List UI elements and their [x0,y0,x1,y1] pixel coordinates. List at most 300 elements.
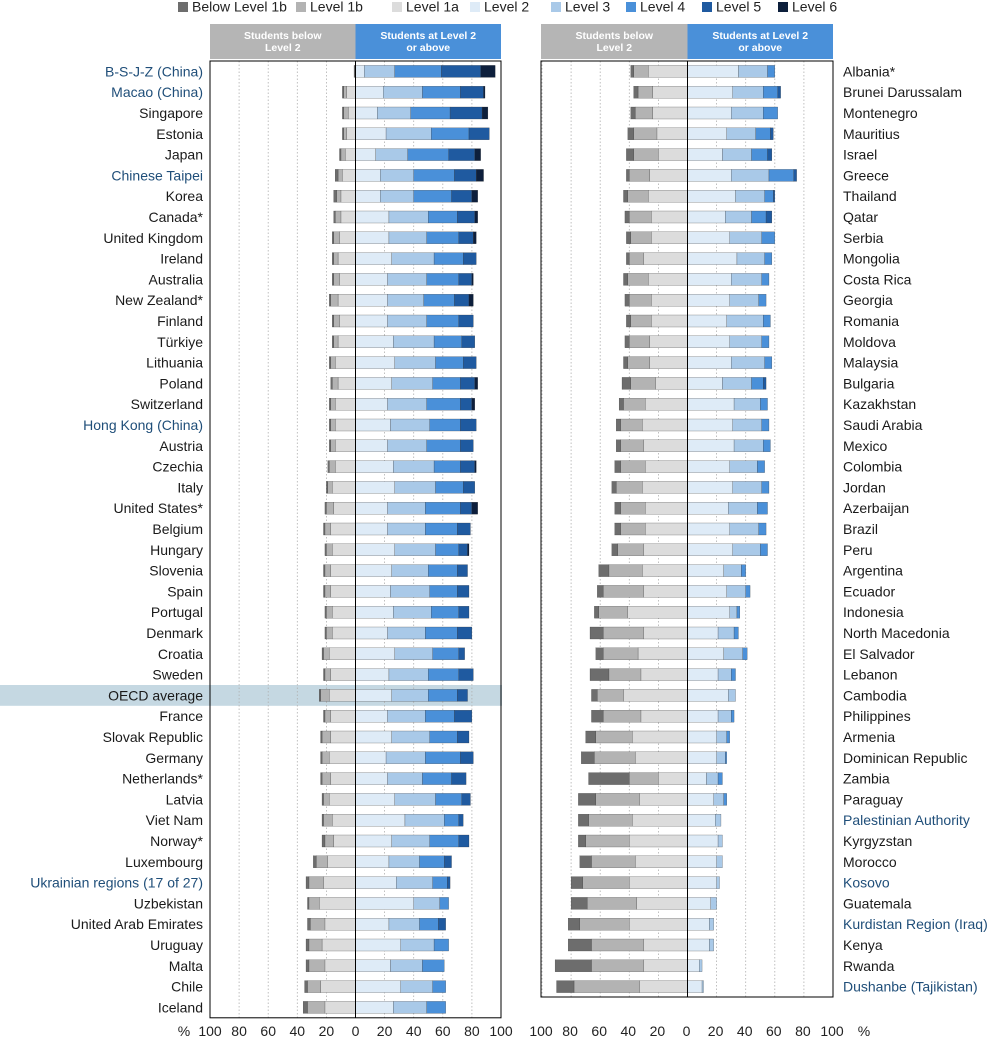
bar-level-2 [688,710,719,722]
x-tick-label: 60 [591,1023,607,1039]
bar-row-new-zealand [329,294,473,306]
bar-level-5 [454,169,476,181]
bar-level-5 [460,440,473,452]
bar-level-1b [621,419,643,431]
bar-row-lebanon [590,669,736,681]
bar-level-1b [326,502,333,514]
bar-level-3 [395,481,436,493]
bar-level-1b [629,336,649,348]
bar-level-1a [347,86,356,98]
bar-level-2 [688,461,730,473]
bar-level-2 [688,544,733,556]
bar-below-level-1b [578,793,595,805]
bar-level-2 [356,294,388,306]
bar-level-1a [644,544,688,556]
bar-level-1a [338,253,355,265]
bar-level-4 [428,565,457,577]
bar-level-2 [688,606,730,618]
country-label: Poland [159,375,203,392]
bar-below-level-1b [590,627,603,639]
bar-level-2 [688,939,710,951]
bar-level-1b [322,752,329,764]
bar-row-iceland [303,1001,446,1013]
country-label: Peru [843,541,873,558]
bar-row-palestinian-authority [578,814,721,826]
country-label: Hungary [150,541,203,558]
bar-row-indonesia [594,606,739,618]
bar-level-4 [428,211,457,223]
bar-level-1a [329,689,355,701]
bar-row-viet-nam [322,814,463,826]
bar-level-3 [392,253,434,265]
country-label: Türkiye [157,333,203,350]
bar-level-4 [434,939,449,951]
bar-level-3 [393,461,434,473]
bar-level-4 [434,253,463,265]
bar-row-malta [306,960,444,972]
bar-row-b-s-j-z-china [354,65,495,77]
country-label: Paraguay [843,791,903,808]
bar-row-paraguay [578,793,726,805]
bar-level-1b [307,1001,324,1013]
bar-level-1a [638,648,687,660]
bar-level-1b [332,377,338,389]
bar-level-2 [356,523,388,535]
bar-below-level-1b [322,793,323,805]
bar-level-2 [356,814,405,826]
bar-below-level-1b [306,960,309,972]
bar-level-2 [356,149,376,161]
bar-row-france [323,710,471,722]
bar-level-1a [332,481,355,493]
bar-level-2 [356,377,392,389]
bar-level-1b [634,128,657,140]
bar-level-2 [356,86,384,98]
bar-below-level-1b [626,315,630,327]
bar-below-level-1b [321,752,322,764]
bar-level-4 [725,752,726,764]
x-tick-label: 40 [736,1023,753,1039]
bar-level-3 [388,773,423,785]
bar-level-4 [425,627,457,639]
bar-level-4 [427,440,460,452]
bar-level-4 [762,273,769,285]
country-label: Mauritius [843,125,900,142]
bar-level-2 [688,793,714,805]
country-label: United Arab Emirates [70,916,203,933]
bar-level-2 [688,585,727,597]
bar-below-level-1b [321,731,322,743]
bar-level-3 [733,481,762,493]
bar-level-1b [638,86,653,98]
header-above-text: Students at Level 2 [712,30,809,42]
bar-level-3 [702,981,703,993]
bar-level-3 [736,190,765,202]
bar-below-level-1b [557,981,574,993]
bar-row-costa-rica [623,273,769,285]
bar-level-3 [388,627,426,639]
bar-level-5 [459,814,463,826]
bar-row-italy [326,481,474,493]
bar-level-2 [356,773,388,785]
bar-level-1a [332,627,355,639]
bar-level-4 [768,65,775,77]
bar-level-4 [433,648,459,660]
bar-level-5 [441,65,480,77]
bar-level-6 [481,65,496,77]
country-label: Latvia [165,791,203,808]
bar-row-dushanbe-tajikistan [557,981,704,993]
bar-below-level-1b [342,107,343,119]
bar-level-5 [469,128,489,140]
bar-level-6 [475,149,481,161]
bar-level-1a [642,419,687,431]
bar-level-1a [322,939,355,951]
bar-level-2 [688,918,710,930]
bar-below-level-1b [631,107,635,119]
bar-level-4 [737,606,740,618]
bar-level-1a [331,731,356,743]
bar-below-level-1b [329,419,330,431]
x-tick-label: 100 [489,1023,513,1039]
bar-level-3 [699,960,702,972]
bar-level-1a [632,814,687,826]
bar-level-1a [321,981,356,993]
bar-level-2 [356,336,394,348]
bar-level-2 [688,398,735,410]
bar-level-5 [459,669,474,681]
bar-level-1b [594,752,635,764]
bar-below-level-1b [342,128,343,140]
country-label: Rwanda [843,957,895,974]
bar-level-2 [356,190,381,202]
country-label: Denmark [146,625,203,641]
bar-row-zambia [589,773,723,785]
bar-level-1b [310,918,325,930]
country-label: Luxembourg [125,853,203,870]
bar-level-2 [688,65,739,77]
bar-below-level-1b [329,398,330,410]
x-tick-label: 40 [620,1023,637,1039]
bar-below-level-1b [568,918,580,930]
bar-level-1a [637,897,688,909]
bar-below-level-1b [555,960,591,972]
bar-level-3 [706,773,718,785]
bar-level-1a [331,773,356,785]
bar-row-greece [626,169,796,181]
bar-row-hungary [325,544,469,556]
bar-level-1b [621,461,646,473]
bar-level-1a [629,918,687,930]
bar-level-6 [476,169,483,181]
bar-level-1b [331,398,335,410]
bar-level-3 [722,377,751,389]
bar-level-3 [733,86,764,98]
bar-row-estonia [342,128,489,140]
bar-level-6 [472,190,478,202]
bar-below-level-1b [615,461,621,473]
country-label: Portugal [150,604,203,621]
bar-row-czechia [328,461,476,473]
bar-level-1b [603,627,644,639]
bar-level-5 [457,565,467,577]
bar-row-denmark [325,627,472,639]
bar-level-4 [752,211,767,223]
bar-level-3 [392,689,428,701]
bar-level-1b [631,315,651,327]
bar-below-level-1b [578,814,588,826]
bar-row-guatemala [571,897,717,909]
bar-level-3 [395,544,436,556]
bar-below-level-1b [323,669,324,681]
bar-below-level-1b [626,232,630,244]
bar-level-5 [457,689,467,701]
bar-below-level-1b [589,773,630,785]
bar-level-2 [356,481,395,493]
country-label: Australia [148,271,203,288]
bar-below-level-1b [631,65,634,77]
bar-level-6 [475,377,478,389]
bar-level-6 [472,398,475,410]
bar-level-4 [422,773,451,785]
bar-below-level-1b [322,835,325,847]
bar-level-3 [734,398,760,410]
bar-level-5 [794,169,797,181]
bar-level-1b [628,357,650,369]
bar-level-4 [408,149,449,161]
bar-level-2 [356,918,389,930]
bar-below-level-1b [329,357,330,369]
bar-below-level-1b [619,398,623,410]
bar-level-4 [763,107,778,119]
bar-below-level-1b [590,669,609,681]
country-label: Guatemala [843,895,912,912]
bar-below-level-1b [634,86,638,98]
bar-level-2 [356,877,397,889]
country-label: Mexico [843,437,888,454]
bar-level-4 [430,585,458,597]
country-label: Netherlands* [122,770,203,787]
bar-level-1b [609,669,641,681]
country-label: Israel [843,146,878,163]
bar-level-1a [650,357,688,369]
bar-level-2 [356,960,391,972]
bar-level-1b [618,544,644,556]
bar-level-5 [763,377,766,389]
bar-row-argentina [599,565,746,577]
country-label: Jordan [843,479,886,496]
bar-level-3 [734,440,763,452]
bar-row-japan [339,149,480,161]
bar-level-4 [763,315,770,327]
bar-level-3 [730,461,758,473]
legend-label-level-2: Level 2 [484,0,530,15]
bar-level-3 [733,544,761,556]
legend-swatch-level-6 [778,2,788,12]
bar-below-level-1b [323,523,324,535]
bar-level-1a [325,1001,356,1013]
bar-below-level-1b [323,585,324,597]
bar-level-5 [449,149,475,161]
bar-row-netherlands [321,773,467,785]
bar-level-4 [414,169,455,181]
bar-level-1b [331,419,335,431]
bar-level-2 [356,107,378,119]
country-label: Philippines [843,708,911,725]
bar-level-2 [688,149,723,161]
bar-below-level-1b [339,149,340,161]
header-below-text: Students below [575,30,654,42]
bar-level-2 [356,731,392,743]
country-label: Romania [843,313,900,329]
bar-level-3 [377,107,410,119]
bar-level-1b [323,648,329,660]
right-panel [529,24,987,1039]
bar-level-1b [309,877,324,889]
bar-level-1b [629,294,651,306]
bar-level-2 [356,419,391,431]
bar-below-level-1b [616,419,620,431]
legend-swatch-level-5 [702,2,712,12]
bar-level-1a [342,169,355,181]
bar-below-level-1b [334,211,335,223]
bar-below-level-1b [591,710,603,722]
bar-level-4 [731,710,734,722]
bar-below-level-1b [625,336,629,348]
bar-below-level-1b [319,689,320,701]
bar-level-5 [452,190,472,202]
header-above-text: or above [738,42,783,54]
bar-level-1b [634,65,649,77]
bar-below-level-1b [571,897,587,909]
bar-level-5 [457,523,470,535]
bar-level-1a [628,606,688,618]
bar-level-4 [760,544,767,556]
bar-row-colombia [615,461,765,473]
bar-level-2 [356,273,388,285]
bar-level-3 [727,128,756,140]
bar-level-4 [763,440,770,452]
country-label: Chile [171,978,203,995]
country-label: Uzbekistan [133,895,203,912]
bar-level-1b [629,211,651,223]
bar-level-4 [422,86,460,98]
bar-level-5 [459,835,469,847]
bar-below-level-1b [332,253,333,265]
bar-level-3 [711,897,717,909]
bar-level-2 [356,606,394,618]
bar-level-2 [688,689,729,701]
bar-level-2 [356,440,388,452]
bar-row-morocco [580,856,723,868]
bar-level-3 [380,169,413,181]
bar-level-1b [325,710,331,722]
bar-below-level-1b [322,648,323,660]
x-tick-label: 60 [260,1023,276,1039]
bar-level-4 [757,461,764,473]
bar-below-level-1b [325,606,326,618]
bar-level-2 [356,253,392,265]
country-label: Costa Rica [843,271,912,288]
bar-level-2 [688,232,730,244]
x-tick-label: 80 [231,1023,247,1039]
bar-row-saudi-arabia [616,419,769,431]
bar-level-3 [715,814,721,826]
bar-level-6 [472,502,478,514]
bar-below-level-1b [303,1001,307,1013]
bar-level-4 [444,814,459,826]
legend-label-level-1a: Level 1a [406,0,459,15]
bar-row-switzerland [329,398,475,410]
bar-row-luxembourg [313,856,451,868]
bar-level-1b [334,253,338,265]
bar-level-2 [688,856,717,868]
country-label: Slovak Republic [102,729,203,745]
bar-level-1a [331,523,356,535]
bar-below-level-1b [623,357,627,369]
bar-level-1a [651,232,687,244]
bar-level-2 [688,440,735,452]
bar-level-5 [459,648,465,660]
bar-row-montenegro [631,107,778,119]
bar-level-5 [452,773,467,785]
bar-below-level-1b [332,273,333,285]
x-tick-label: 20 [376,1023,393,1039]
bar-row-united-states [325,502,478,514]
bar-level-4 [425,752,460,764]
left-panel [0,24,513,1039]
bar-level-2 [688,814,716,826]
bar-below-level-1b [615,502,621,514]
bar-level-5 [463,481,475,493]
x-tick-label: 60 [766,1023,782,1039]
bar-level-1a [635,856,687,868]
bar-below-level-1b [581,752,594,764]
x-tick-label: 40 [289,1023,306,1039]
bar-below-level-1b [329,440,330,452]
bar-row-ecuador [597,585,750,597]
bar-below-level-1b [626,169,629,181]
bar-row-lithuania [329,357,476,369]
bar-level-1a [338,377,355,389]
bar-level-3 [714,793,724,805]
country-label: Austria [159,437,203,454]
bar-level-1b [623,398,645,410]
bar-level-1b [634,149,659,161]
bar-level-2 [688,86,733,98]
bar-level-3 [389,918,420,930]
bar-below-level-1b [578,835,585,847]
bar-below-level-1b [307,918,310,930]
bar-level-5 [444,856,451,868]
bar-level-3 [392,731,430,743]
bar-level-5 [460,502,472,514]
x-tick-label: 100 [820,1023,844,1039]
bar-level-1a [648,190,687,202]
bar-level-1b [307,981,320,993]
bar-row-poland [331,377,478,389]
bar-level-4 [395,65,442,77]
bar-level-1a [328,856,356,868]
bar-level-4 [741,565,745,577]
bar-level-2 [688,960,700,972]
bar-below-level-1b [326,481,327,493]
bar-level-2 [688,128,727,140]
bar-row-malaysia [623,357,771,369]
bar-level-1b [587,897,636,909]
bar-level-4 [422,960,444,972]
bar-row-croatia [322,648,465,660]
